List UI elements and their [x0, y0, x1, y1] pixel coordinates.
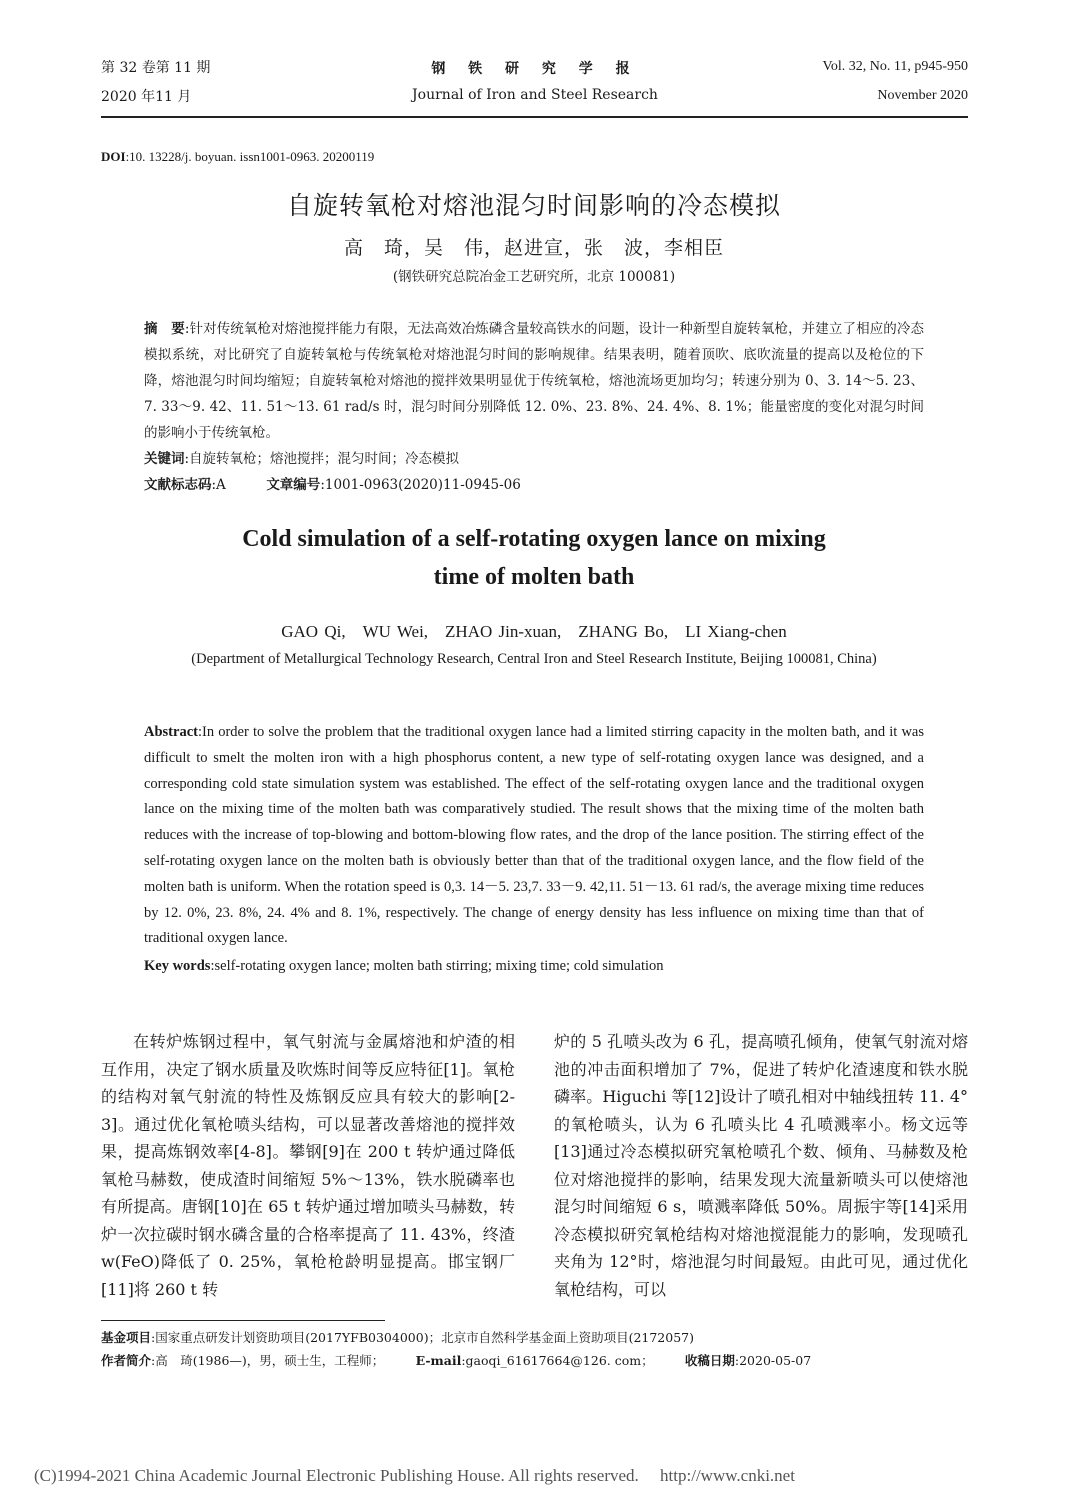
footnotes	[101, 1326, 968, 1372]
doc-code-label: 文献标志码	[144, 477, 212, 493]
doi-label: DOI	[101, 149, 126, 164]
fund-label: 基金项目	[101, 1330, 152, 1345]
affiliation-en: (Department of Metallurgical Technology Research, Central Iron and Steel Research Institute, Beijing 100081, China)	[191, 651, 877, 667]
keywords-en-label: Key words	[144, 958, 211, 975]
author-bio: :高 琦(1986—)，男，硕士生，工程师；	[151, 1353, 379, 1368]
abstract-en-label: Abstract	[144, 724, 198, 740]
email-label: E-mail	[415, 1353, 462, 1368]
author-bio-label: 作者简介	[101, 1353, 152, 1368]
copyright-notice: (C)1994-2021 China Academic Journal Electronic Publishing House. All rights reserved. http://www.cnki.net	[34, 1466, 795, 1485]
abstract-cn-label: 摘 要	[144, 321, 185, 337]
authors-cn: 高 琦，吴 伟，赵进宣，张 波，李相臣	[343, 237, 724, 259]
footnote-rule	[101, 1320, 385, 1321]
journal-name	[380, 56, 690, 108]
keywords-cn-label: 关键词	[144, 451, 185, 467]
body-paragraph-left: 在转炉炼钢过程中，氧气射流与金属熔池和炉渣的相互作用，决定了钢水质量及吹炼时间等反应特征[1]。氧枪的结构对氧气射流的特性及炼钢反应具有较大的影响[2-3]。通过优化氧枪喷头结构，可以显著改善熔池的搅拌效果，提高炼钢效率[4-8]。攀钢[9]在 200 t 转炉通过降低氧枪马赫数，使成渣时间缩短 5%～13%，铁水脱磷率也有所提高。唐钢[10]在 65 t 转炉通过增加喷头马赫数，转炉一次拉碳时钢水磷含量的合格率提高了 11. 43%，终渣 w(FeO)降低了 0. 25%，氧枪枪龄明显提高。邯宝钢厂[11]将 260 t 转	[101, 1032, 515, 1299]
doi-line	[101, 149, 374, 165]
article-no: :1001-0963(2020)11-0945-06	[320, 477, 521, 493]
volume-en: Vol. 32, No. 11, p945-950	[822, 59, 968, 74]
article-no-label: 文章编号	[266, 477, 321, 493]
authors-en: GAO Qi, WU Wei, ZHAO Jin-xuan, ZHANG Bo, LI Xiang-chen	[281, 622, 787, 641]
abstract-en	[144, 720, 924, 980]
header-rule	[101, 116, 968, 118]
title-en-line1: Cold simulation of a self-rotating oxygen lance on mixing	[242, 526, 826, 552]
doi-value: :10. 13228/j. boyuan. issn1001-0963. 20200119	[125, 149, 375, 164]
received-label: 收稿日期	[684, 1353, 735, 1368]
date-cn: 2020 年11 月	[101, 89, 192, 105]
abstract-cn-text: :针对传统氧枪对熔池搅拌能力有限，无法高效冶炼磷含量较高铁水的问题，设计一种新型自旋转氧枪，并建立了相应的冷态模拟系统，对比研究了自旋转氧枪与传统氧枪对熔池混匀时间的影响规律。结果表明，随着顶吹、底吹流量的提高以及枪位的下降，熔池混匀时间均缩短；自旋转氧枪对熔池的搅拌效果明显优于传统氧枪，熔池流场更加均匀；转速分别为 0、3. 14～5. 23、7. 33～9. 42、11. 51～13. 61 rad/s 时，混匀时间分别降低 12. 0%、23. 8%、24. 4%、8. 1%；能量密度的变化对混匀时间的影响小于传统氧枪。	[144, 321, 925, 441]
body-column-left	[101, 1028, 515, 1303]
date-en: November 2020	[877, 88, 968, 103]
affiliation-cn: (钢铁研究总院冶金工艺研究所，北京 100081)	[392, 269, 676, 285]
body-column-right	[554, 1028, 968, 1303]
journal-issue-cn	[101, 54, 210, 112]
email: :gaoqi_61617664@126. com；	[461, 1353, 648, 1368]
keywords-cn: :自旋转氧枪；熔池搅拌；混匀时间；冷态模拟	[184, 451, 460, 467]
journal-name-en: Journal of Iron and Steel Research	[412, 87, 658, 103]
abstract-en-text: :In order to solve the problem that the traditional oxygen lance had a limited stirring capacity in the molten bath, and it was difficult to smelt the molten iron with a high phosphorus content, a new type of self-rotating oxygen lance was designed, and a corresponding cold state simulation system was established. The effect of the self-rotating oxygen lance and the traditional oxygen lance on the mixing time of the molten bath was comparatively studied. The result shows that the mixing time of the molten bath reduces with the increase of top-blowing and bottom-blowing flow rates, and the drop of the lance position. The stirring effect of the self-rotating oxygen lance on the molten bath is obviously better than that of the traditional oxygen lance, and the flow field of the molten bath is uniform. When the rotation speed is 0,3. 14－5. 23,7. 33－9. 42,11. 51－13. 61 rad/s, the average mixing time reduces by 12. 0%, 23. 8%, 24. 4% and 8. 1%, respectively. The change of energy density has less influence on mixing time than that of traditional oxygen lance.	[144, 724, 924, 947]
title-en	[0, 520, 1068, 596]
abstract-cn	[144, 316, 924, 498]
keywords-en: :self-rotating oxygen lance; molten bath stirring; mixing time; cold simulation	[210, 958, 664, 975]
title-en-line2: time of molten bath	[433, 564, 635, 590]
received-date: :2020-05-07	[734, 1353, 812, 1368]
journal-name-cn: 钢 铁 研 究 学 报	[431, 61, 639, 77]
doc-code: :A	[211, 477, 226, 493]
volume-cn: 第 32 卷第 11 期	[101, 60, 211, 76]
body-paragraph-right: 炉的 5 孔喷头改为 6 孔，提高喷孔倾角，使氧气射流对熔池的冲击面积增加了 7%，促进了转炉化渣速度和铁水脱磷率。Higuchi 等[12]设计了喷孔相对中轴线扭转 11. 4°的氧枪喷头，认为 6 孔喷头比 4 孔喷溅率小。杨文远等[13]通过冷态模拟研究氧枪喷孔个数、倾角、马赫数及枪位对熔池搅拌的影响，结果发现大流量新喷头可以使熔池混匀时间缩短 6 s，喷溅率降低 50%。周振宇等[14]采用冷态模拟研究氧枪结构对熔池搅混能力的影响，发现喷孔夹角为 12°时，熔池混匀时间最短。由此可见，通过优化氧枪结构，可以	[554, 1032, 968, 1299]
title-cn: 自旋转氧枪对熔池混匀时间影响的冷态模拟	[286, 191, 781, 220]
fund-text: :国家重点研发计划资助项目(2017YFB0304000)；北京市自然科学基金面上资助项目(2172057)	[151, 1330, 694, 1345]
journal-issue-en	[823, 52, 968, 110]
